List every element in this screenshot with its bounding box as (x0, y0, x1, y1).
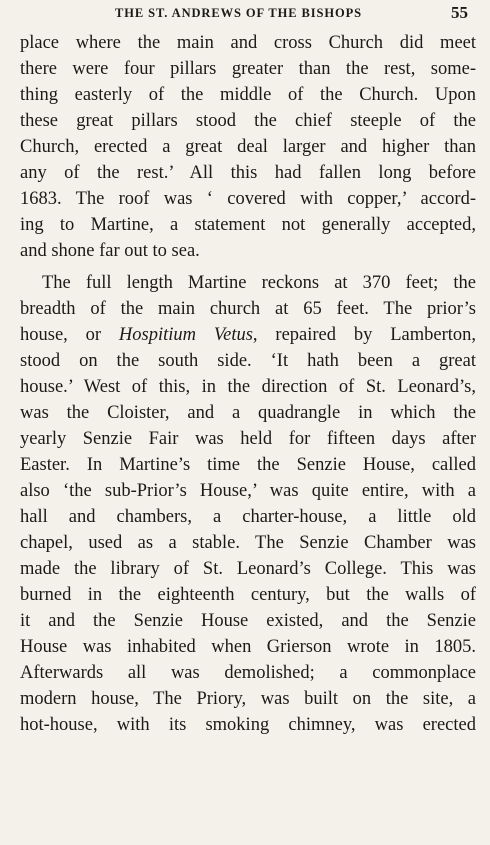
text-line: it and the Senzie House existed, and the Senzie (20, 611, 476, 631)
text-line: Afterwards all was demolished; a commonplace (20, 663, 476, 683)
italic-term: Hospitium Vetus (118, 325, 253, 345)
page-header (20, 0, 476, 30)
text-line: stood on the south side. ‘It hath been a great (20, 351, 476, 371)
text-line: 1683. The roof was ‘ covered with copper,’ accord- (20, 189, 476, 209)
text-line: and shone far out to sea. (20, 241, 200, 261)
text-line: these great pillars stood the chief steeple of the (20, 111, 476, 131)
text-line: there were four pillars greater than the rest, some- (20, 59, 476, 79)
text-line: Easter. In Martine’s time the Senzie House, called (20, 455, 476, 475)
body-text (20, 30, 476, 738)
text-line: ing to Martine, a statement not generally accepted, (20, 215, 476, 235)
text-line (20, 322, 476, 348)
running-head: THE ST. ANDREWS OF THE BISHOPS (115, 6, 362, 20)
text-line: Church, erected a great deal larger and higher than (20, 137, 476, 157)
text-line: made the library of St. Leonard’s College. This was (20, 559, 476, 579)
text-line: house.’ West of this, in the direction of St. Leonard’s, (20, 377, 476, 397)
text-line: any of the rest.’ All this had fallen long before (20, 163, 476, 183)
paragraph-1 (20, 30, 476, 264)
text-segment: house, or (20, 325, 119, 345)
text-line: hot-house, with its smoking chimney, was erected (20, 715, 476, 735)
text-line: modern house, The Priory, was built on the site, a (20, 689, 476, 709)
text-line: House was inhabited when Grierson wrote in 1805. (20, 637, 476, 657)
text-line: also ‘the sub-Prior’s House,’ was quite entire, with a (20, 481, 476, 501)
text-line: The full length Martine reckons at 370 feet; the (42, 273, 476, 293)
text-line: yearly Senzie Fair was held for fifteen days after (20, 429, 476, 449)
text-line: hall and chambers, a charter-house, a little old (20, 507, 476, 527)
text-line: breadth of the main church at 65 feet. The prior’s (20, 299, 476, 319)
page-number: 55 (451, 3, 468, 22)
text-line: was the Cloister, and a quadrangle in which the (20, 403, 476, 423)
paragraph-2 (20, 270, 476, 738)
text-segment: , repaired by Lamberton, (252, 325, 476, 345)
text-line: place where the main and cross Church did meet (20, 33, 476, 53)
text-line: chapel, used as a stable. The Senzie Chamber was (20, 533, 476, 553)
text-line: burned in the eighteenth century, but the walls of (20, 585, 476, 605)
text-line: thing easterly of the middle of the Church. Upon (20, 85, 476, 105)
